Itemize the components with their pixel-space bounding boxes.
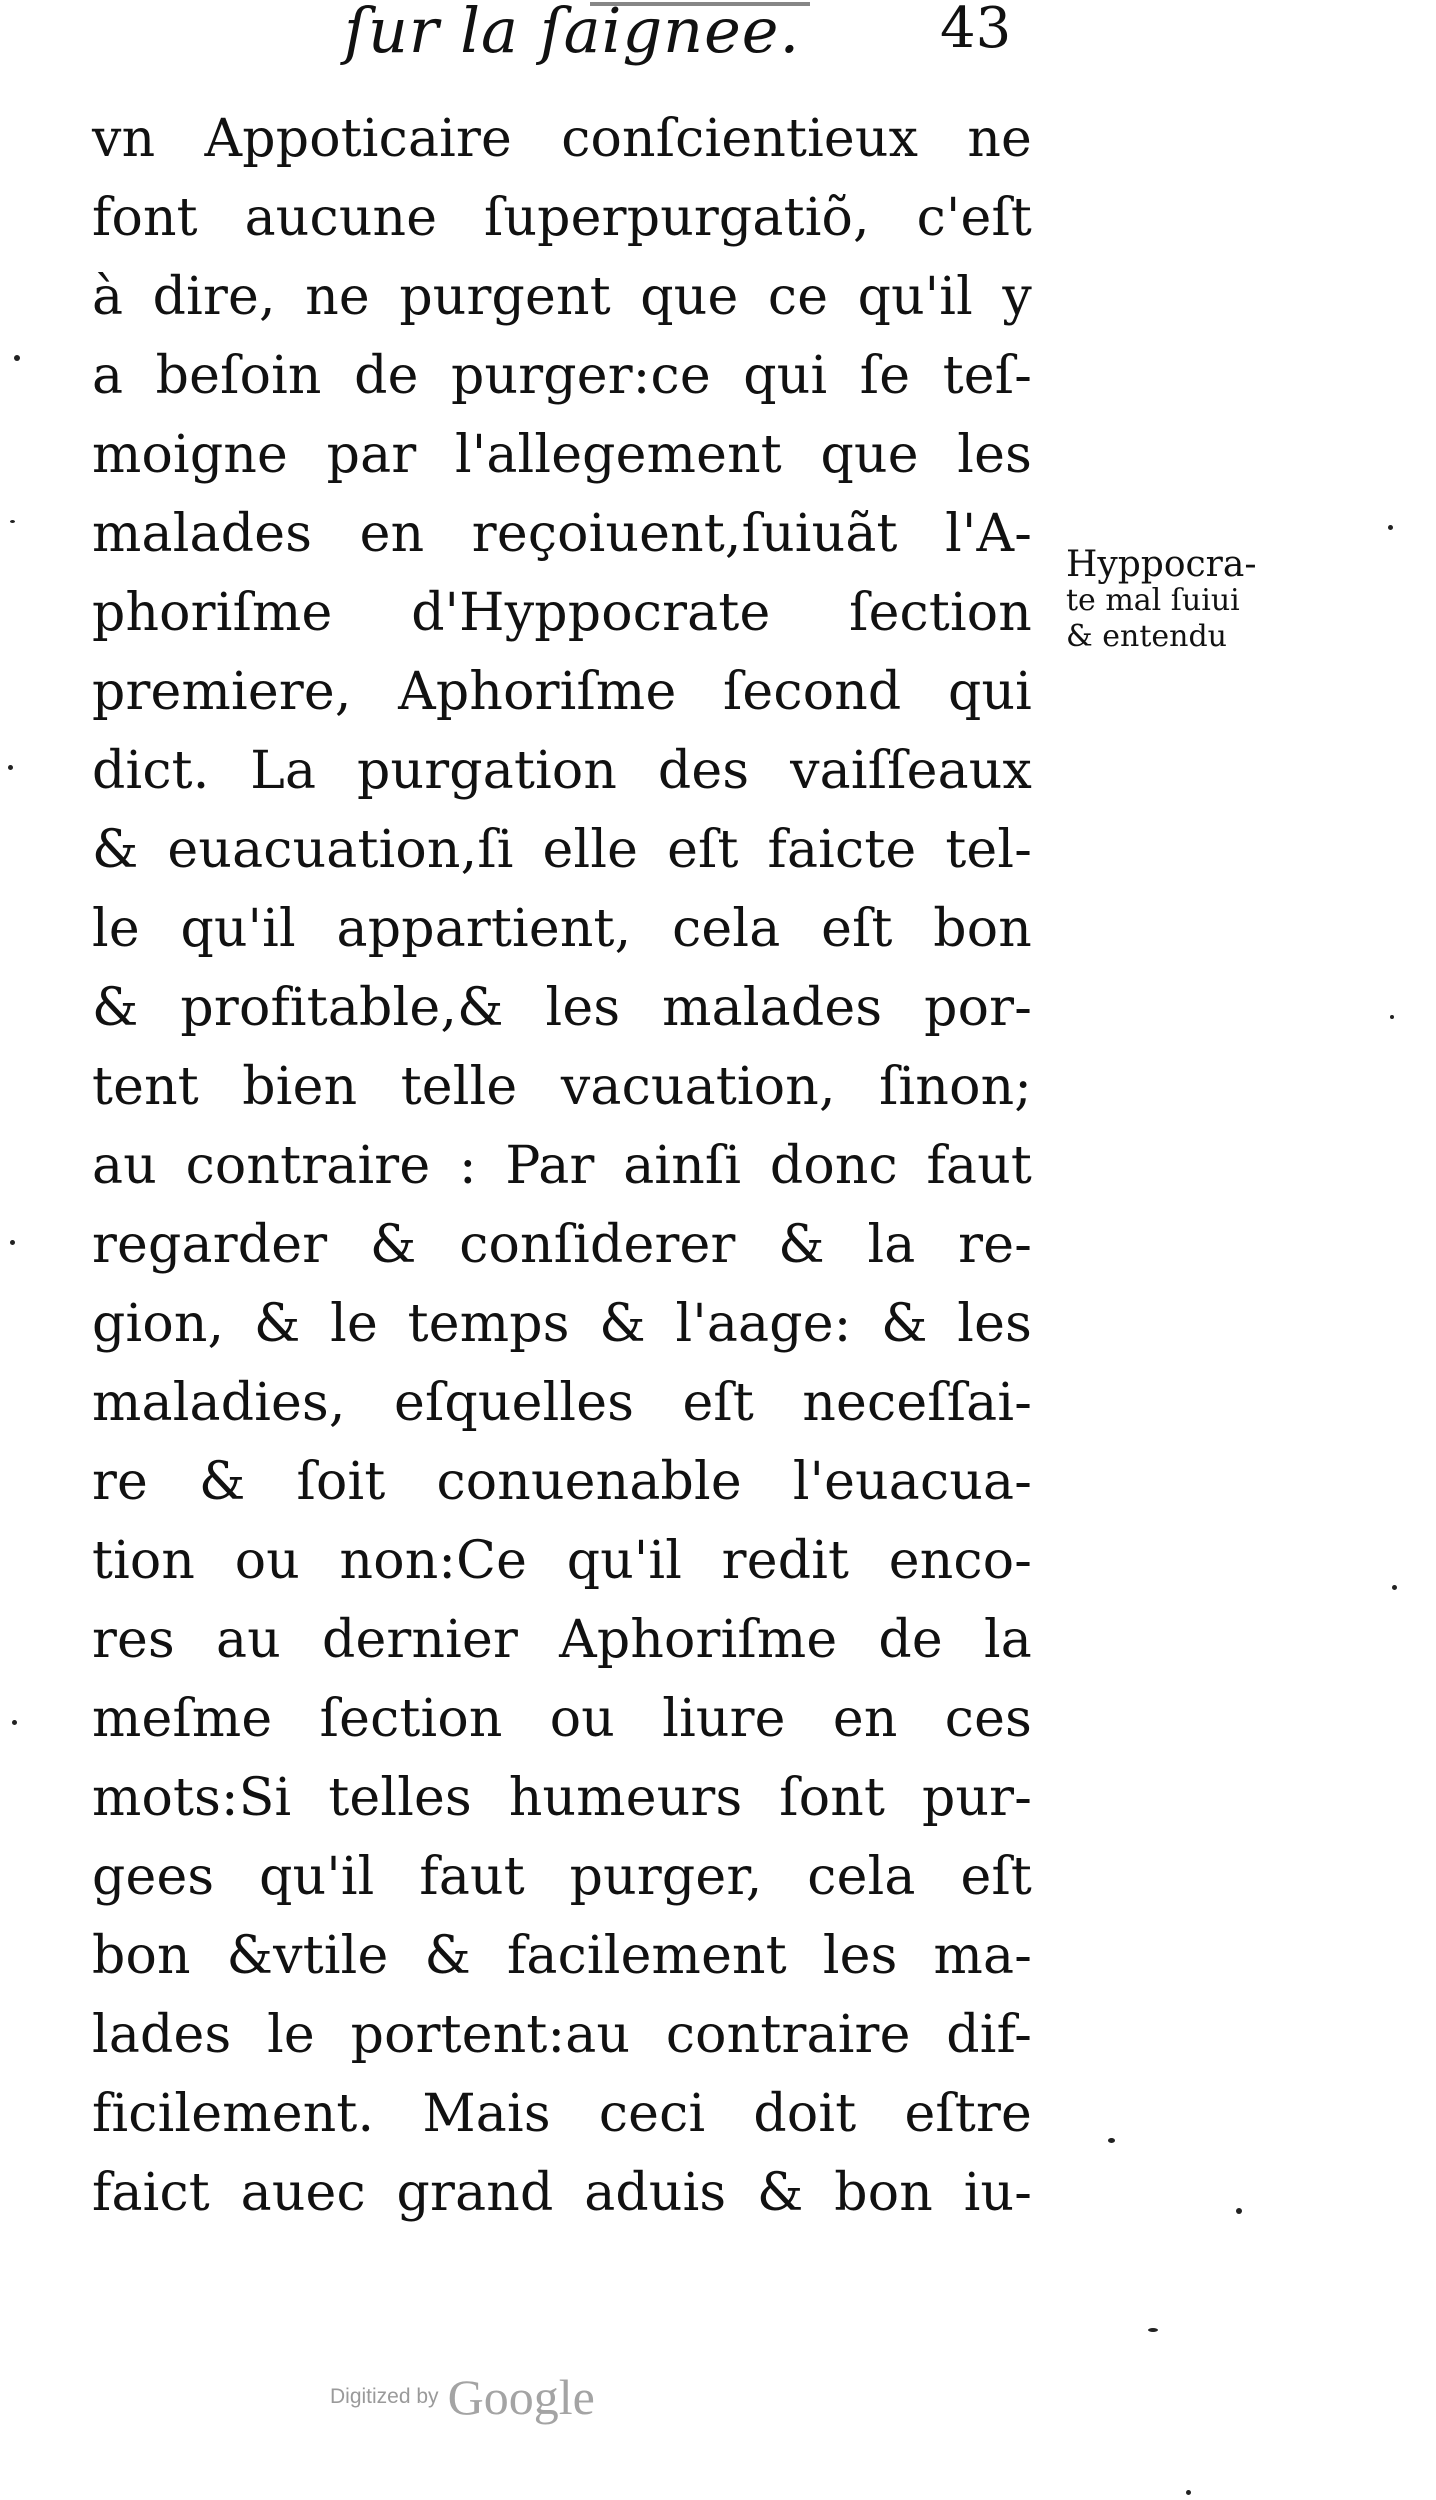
text-line: mots:Si telles humeurs ſont pur-	[92, 1768, 1032, 1828]
text-line: a beſoin de purger:ce qui ſe teſ-	[92, 346, 1032, 406]
ink-speck	[1392, 1585, 1397, 1590]
text-line: gees qu'il faut purger, cela eſt	[92, 1847, 1032, 1907]
text-line: & profitable,& les malades por-	[92, 978, 1032, 1038]
marginal-note-line: te mal ſuiui	[1066, 583, 1240, 618]
text-line: premiere, Aphoriſme ſecond qui	[92, 662, 1032, 722]
text-line: lades le portent:au contraire dif-	[92, 2005, 1032, 2065]
text-line: bon &vtile & facilement les ma-	[92, 1926, 1032, 1986]
page-header	[320, 0, 1040, 70]
marginal-note-line: Hyppocra-	[1066, 544, 1257, 585]
ink-speck	[14, 355, 20, 361]
text-line: tion ou non:Ce qu'il redit enco-	[92, 1531, 1032, 1591]
text-line: ficilement. Mais ceci doit eſtre	[92, 2084, 1032, 2144]
text-line: phoriſme d'Hyppocrate ſection	[92, 583, 1032, 643]
marginal-note	[1066, 544, 1306, 656]
text-line: faict auec grand aduis & bon iu-	[92, 2163, 1032, 2223]
ink-speck	[1390, 1015, 1394, 1019]
ink-speck	[8, 765, 13, 770]
text-line: maladies, eſquelles eſt neceſſai-	[92, 1373, 1032, 1433]
ink-speck	[1108, 2138, 1115, 2143]
text-line: regarder & conſiderer & la re-	[92, 1215, 1032, 1275]
text-line: font aucune ſuperpurgatiõ, c'eſt	[92, 188, 1032, 248]
ink-speck	[12, 1720, 17, 1725]
text-line: re & ſoit conuenable l'euacua-	[92, 1452, 1032, 1512]
page-number: 43	[940, 0, 1012, 61]
text-line: à dire, ne purgent que ce qu'il y	[92, 267, 1032, 327]
ink-speck	[1148, 2328, 1158, 2332]
running-title: ſur la ſaignee.	[344, 0, 801, 67]
text-line: dict. La purgation des vaiſſeaux	[92, 741, 1032, 801]
main-text-block	[92, 100, 1032, 2233]
digitized-by-watermark	[330, 2368, 595, 2426]
text-line: le qu'il appartient, cela eſt bon	[92, 899, 1032, 959]
ink-speck	[1186, 2490, 1191, 2495]
google-wordmark: Google	[447, 2369, 595, 2425]
text-line: au contraire : Par ainſi donc faut	[92, 1136, 1032, 1196]
text-line: & euacuation,ſi elle eſt faicte tel-	[92, 820, 1032, 880]
ink-speck	[10, 1240, 15, 1245]
marginal-note-line: & entendu	[1066, 619, 1227, 654]
ink-speck	[1236, 2208, 1242, 2214]
text-line: vn Appoticaire conſcientieux ne	[92, 109, 1032, 169]
ink-speck	[10, 520, 15, 523]
digitized-label: Digitized by	[330, 2385, 439, 2408]
ink-speck	[1388, 525, 1393, 530]
text-line: meſme ſection ou liure en ces	[92, 1689, 1032, 1749]
text-line: res au dernier Aphoriſme de la	[92, 1610, 1032, 1670]
text-line: malades en reçoiuent,ſuiuãt l'A-	[92, 504, 1032, 564]
text-line: tent bien telle vacuation, ſinon;	[92, 1057, 1032, 1117]
text-line: moigne par l'allegement que les	[92, 425, 1032, 485]
text-line: gion, & le temps & l'aage: & les	[92, 1294, 1032, 1354]
